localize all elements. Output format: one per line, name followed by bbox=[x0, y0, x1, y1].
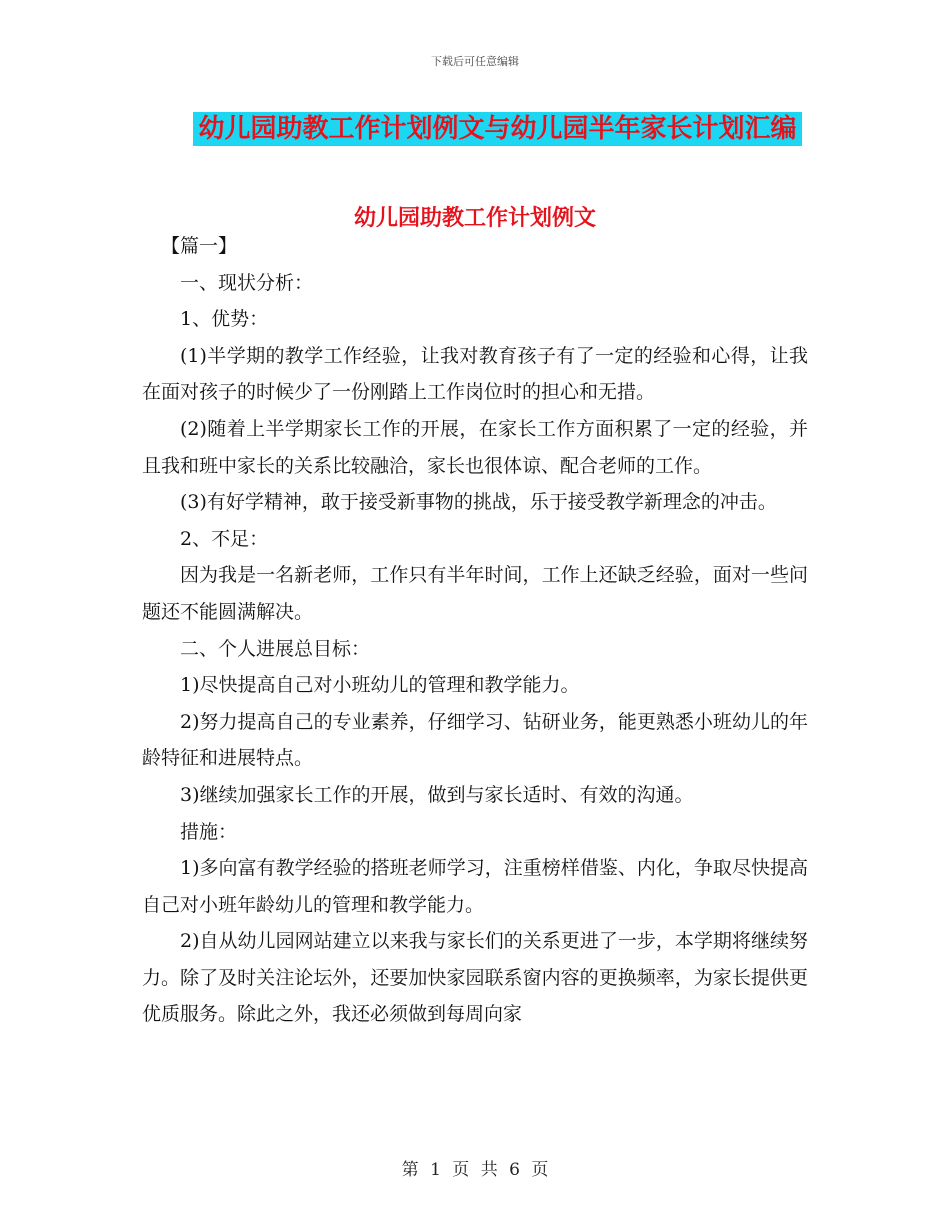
paragraph: (3)有好学精神，敢于接受新事物的挑战，乐于接受教学新理念的冲击。 bbox=[180, 491, 777, 514]
paragraph: 因为我是一名新老师，工作只有半年时间，工作上还缺乏经验，面对一些问题还不能圆满解决。 bbox=[142, 564, 808, 623]
paragraph: 二、个人进展总目标： bbox=[180, 637, 371, 660]
paragraph: 1、优势： bbox=[180, 308, 269, 331]
paragraph: 1)尽快提高自己对小班幼儿的管理和教学能力。 bbox=[180, 674, 580, 697]
page-header-note: 下载后可任意编辑 bbox=[431, 55, 519, 68]
paragraph: (2)随着上半学期家长工作的开展，在家长工作方面积累了一定的经验，并且我和班中家长的关系比较融洽，家长也很体谅、配合老师的工作。 bbox=[142, 417, 808, 477]
document-subtitle: 幼儿园助教工作计划例文 bbox=[353, 205, 596, 231]
paragraph: 3)继续加强家长工作的开展，做到与家长适时、有效的沟通。 bbox=[180, 783, 694, 806]
paragraph: (1)半学期的教学工作经验，让我对教育孩子有了一定的经验和心得，让我在面对孩子的时候少了一份刚踏上工作岗位时的担心和无措。 bbox=[142, 344, 808, 404]
document-main-title: 幼儿园助教工作计划例文与幼儿园半年家长计划汇编 bbox=[193, 112, 802, 146]
paragraph: 2)自从幼儿园网站建立以来我与家长们的关系更进了一步，本学期将继续努力。除了及时关注论坛外，还要加快家园联系窗内容的更换频率，为家长提供更优质服务。除此之外，我还必须做到每周向家 bbox=[142, 930, 808, 1026]
paragraph: 1)多向富有教学经验的搭班老师学习，注重榜样借鉴、内化，争取尽快提高自己对小班年龄幼儿的管理和教学能力。 bbox=[142, 857, 808, 916]
section-label: 【篇一】 bbox=[161, 235, 238, 257]
paragraph: 2、不足： bbox=[180, 527, 269, 550]
page-number-footer: 第 1 页 共 6 页 bbox=[401, 1160, 549, 1180]
document-body bbox=[142, 228, 808, 1033]
paragraph: 措施： bbox=[180, 820, 238, 843]
paragraph: 一、现状分析： bbox=[180, 271, 314, 294]
paragraph: 2)努力提高自己的专业素养，仔细学习、钻研业务，能更熟悉小班幼儿的年龄特征和进展特点。 bbox=[142, 710, 808, 770]
